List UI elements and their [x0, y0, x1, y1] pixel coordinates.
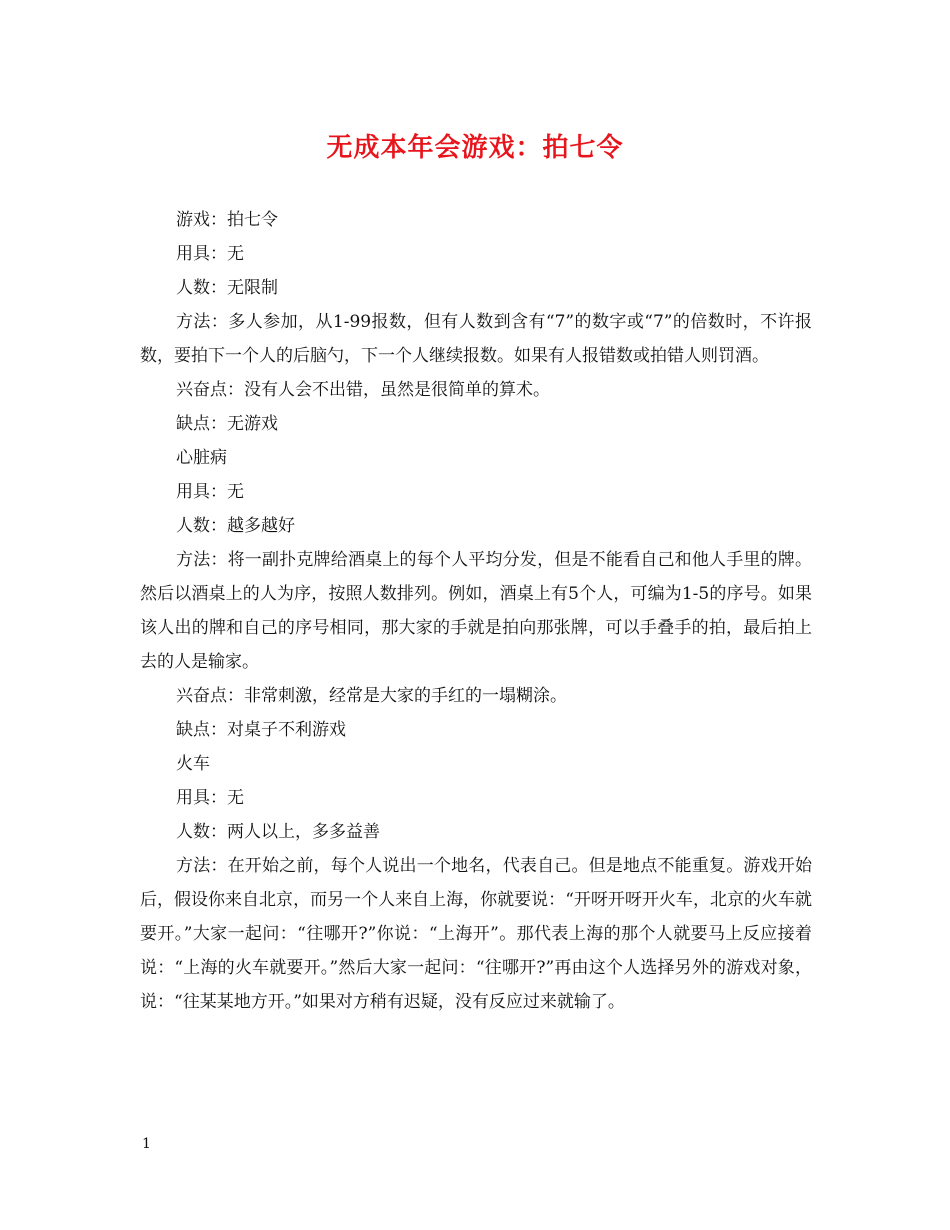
document-body [140, 203, 812, 1019]
paragraph: 用具：无 [176, 788, 244, 808]
paragraph: 人数：两人以上，多多益善 [176, 822, 380, 842]
paragraph: 心脏病 [176, 448, 227, 468]
paragraph: 火车 [176, 754, 210, 774]
paragraph: 用具：无 [176, 244, 244, 264]
paragraph: 人数：越多越好 [176, 516, 295, 536]
paragraph: 游戏：拍七令 [176, 210, 278, 230]
paragraph: 方法：多人参加，从1-99报数，但有人数到含有“7”的数字或“7”的倍数时，不许报数，要拍下一个人的后脑勺，下一个人继续报数。如果有人报错数或拍错人则罚酒。 [140, 312, 812, 366]
document-title: 无成本年会游戏：拍七令 [326, 133, 624, 163]
paragraph: 兴奋点：没有人会不出错，虽然是很简单的算术。 [176, 380, 550, 400]
page-number: 1 [142, 1136, 151, 1152]
paragraph: 兴奋点：非常刺激，经常是大家的手红的一塌糊涂。 [176, 686, 567, 706]
paragraph: 缺点：无游戏 [176, 414, 278, 434]
paragraph: 方法：将一副扑克牌给酒桌上的每个人平均分发，但是不能看自己和他人手里的牌。然后以酒桌上的人为序，按照人数排列。例如，酒桌上有5个人，可编为1-5的序号。如果该人出的牌和自己的序号相同，那大家的手就是拍向那张牌，可以手叠手的拍，最后拍上去的人是输家。 [140, 550, 812, 672]
paragraph: 用具：无 [176, 482, 244, 502]
paragraph: 方法：在开始之前，每个人说出一个地名，代表自己。但是地点不能重复。游戏开始后，假设你来自北京，而另一个人来自上海，你就要说：“开呀开呀开火车，北京的火车就要开。”大家一起问：“往哪开?”你说：“上海开”。那代表上海的那个人就要马上反应接着说：“上海的火车就要开。”然后大家一起问：“往哪开?”再由这个人选择另外的游戏对象，说：“往某某地方开。”如果对方稍有迟疑，没有反应过来就输了。 [140, 856, 812, 1012]
paragraph: 人数：无限制 [176, 278, 278, 298]
paragraph: 缺点：对桌子不利游戏 [176, 720, 346, 740]
